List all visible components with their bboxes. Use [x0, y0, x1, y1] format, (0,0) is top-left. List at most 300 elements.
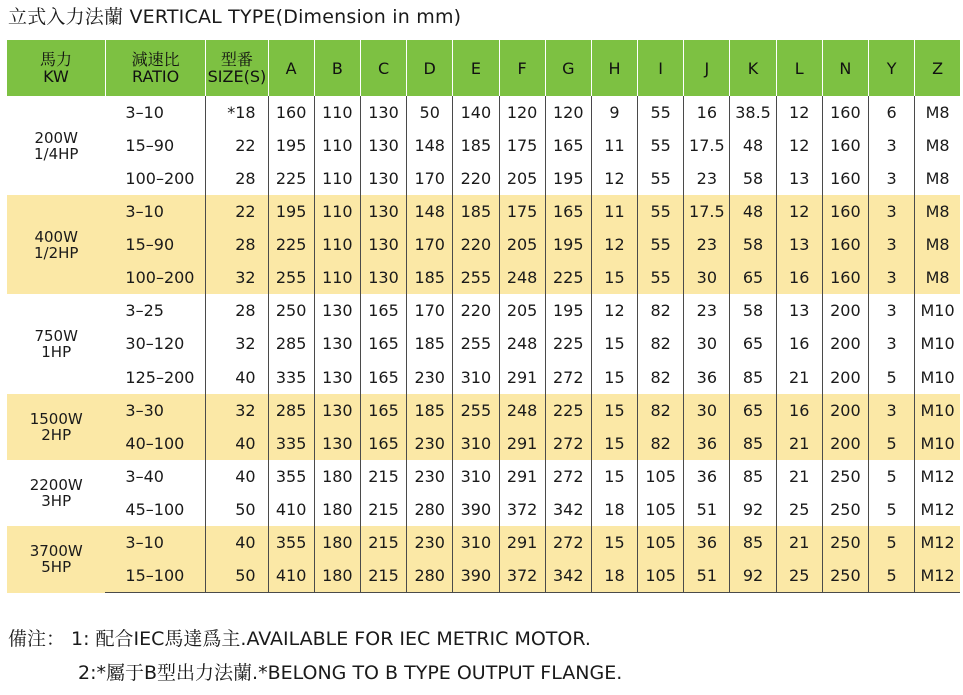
dim-cell-e: 140 — [453, 96, 499, 129]
power-cell — [7, 460, 105, 526]
dim-cell-n: 250 — [822, 559, 868, 593]
dim-cell-z: M12 — [915, 559, 960, 593]
dim-cell-a: 355 — [268, 526, 314, 559]
power-label: 3700W — [29, 542, 83, 561]
ratio-cell: 40–100 — [105, 427, 205, 460]
dim-cell-h: 15 — [591, 526, 637, 559]
dim-cell-n: 200 — [822, 427, 868, 460]
dim-cell-z: M12 — [915, 493, 960, 526]
ratio-cell: 3–10 — [125, 103, 164, 123]
note-2 — [8, 656, 622, 690]
header-col-k — [730, 40, 776, 96]
dim-cell-i: 55 — [638, 162, 684, 195]
dim-cell-a: 335 — [268, 361, 314, 394]
ratio-cell: 15–90 — [105, 228, 205, 261]
dim-cell-f: 248 — [499, 394, 545, 427]
dim-cell-i: 82 — [638, 361, 684, 394]
dim-cell-z: M10 — [915, 361, 960, 394]
dim-cell-y: 5 — [869, 493, 915, 526]
dim-cell-c: 130 — [360, 96, 406, 129]
dim-cell-l: 25 — [776, 493, 822, 526]
dim-cell-j: 51 — [684, 559, 730, 593]
header-label: G — [562, 58, 575, 78]
size-cell: 28 — [206, 294, 268, 327]
dim-cell-a: 285 — [268, 394, 314, 427]
table-row — [7, 294, 960, 327]
ratio-cell: 15–90 — [125, 136, 175, 156]
dim-cell-h: 18 — [591, 559, 637, 593]
dim-cell-e: 310 — [453, 460, 499, 493]
header-label: 馬力 — [39, 50, 72, 69]
header-label: Z — [932, 58, 944, 78]
dim-cell-f: 205 — [499, 228, 545, 261]
dim-cell-l: 16 — [776, 261, 822, 294]
table-row — [7, 427, 960, 460]
dim-cell-i: 105 — [638, 460, 684, 493]
dim-cell-b: 110 — [314, 261, 360, 294]
dim-cell-g: 342 — [545, 559, 591, 593]
dim-cell-k: 48 — [730, 195, 776, 228]
dim-cell-z: M12 — [915, 526, 960, 559]
table-row — [7, 559, 960, 593]
dim-cell-d: 230 — [407, 361, 453, 394]
dim-cell-f: 120 — [499, 96, 545, 129]
dim-cell-z: M8 — [915, 129, 960, 162]
dim-cell-d: 148 — [407, 129, 453, 162]
power-cell — [7, 96, 105, 195]
power-label: 1/4HP — [33, 144, 79, 163]
dim-cell-y: 3 — [869, 228, 915, 261]
dim-cell-a: 410 — [268, 493, 314, 526]
header-col-a — [268, 40, 314, 96]
dim-cell-n: 200 — [822, 327, 868, 360]
dim-cell-b: 130 — [314, 327, 360, 360]
header-col-h — [591, 40, 637, 96]
dim-cell-n: 200 — [822, 361, 868, 394]
dim-cell-i: 105 — [638, 526, 684, 559]
dim-cell-c: 165 — [360, 361, 406, 394]
dim-cell-j: 30 — [684, 394, 730, 427]
dim-cell-d: 170 — [407, 162, 453, 195]
dim-cell-l: 12 — [776, 195, 822, 228]
dim-cell-i: 82 — [638, 427, 684, 460]
dim-cell-e: 310 — [453, 526, 499, 559]
dim-cell-e: 185 — [453, 195, 499, 228]
header-label: D — [423, 58, 436, 78]
dim-cell-y: 5 — [869, 427, 915, 460]
header-col-n — [822, 40, 868, 96]
dim-cell-h: 15 — [591, 394, 637, 427]
dim-cell-d: 230 — [407, 460, 453, 493]
ratio-cell: 3–10 — [105, 526, 205, 559]
dim-cell-k: 85 — [730, 427, 776, 460]
dim-cell-g: 342 — [545, 493, 591, 526]
dim-cell-h: 12 — [591, 162, 637, 195]
dim-cell-g: 165 — [545, 195, 591, 228]
header-label: K — [747, 58, 759, 78]
power-cell — [7, 195, 105, 294]
dim-cell-y: 6 — [869, 96, 915, 129]
header-col-z — [915, 40, 960, 96]
dim-cell-e: 220 — [453, 228, 499, 261]
dim-cell-e: 310 — [453, 427, 499, 460]
notes — [8, 622, 622, 690]
dim-cell-g: 195 — [545, 162, 591, 195]
dim-cell-c: 130 — [360, 228, 406, 261]
dim-cell-h: 11 — [591, 129, 637, 162]
dim-cell-g: 120 — [545, 96, 591, 129]
size-cell: 22 — [206, 195, 268, 228]
dim-cell-k: 58 — [730, 294, 776, 327]
table-row — [7, 493, 960, 526]
dim-cell-e: 185 — [453, 129, 499, 162]
header-power — [7, 40, 105, 96]
dim-cell-i: 82 — [638, 294, 684, 327]
table-row — [7, 228, 960, 261]
header-label: A — [285, 58, 297, 78]
dim-cell-i: 105 — [638, 559, 684, 593]
table-row — [7, 526, 960, 559]
dim-cell-y: 5 — [869, 526, 915, 559]
dim-cell-z: M10 — [915, 327, 960, 360]
dim-cell-c: 130 — [360, 195, 406, 228]
header-col-d — [407, 40, 453, 96]
dim-cell-l: 12 — [776, 96, 822, 129]
dim-cell-f: 205 — [499, 294, 545, 327]
dim-cell-n: 160 — [822, 261, 868, 294]
dim-cell-z: M8 — [915, 261, 960, 294]
dim-cell-y: 3 — [869, 129, 915, 162]
table-row — [7, 162, 960, 195]
dim-cell-y: 3 — [869, 195, 915, 228]
dim-cell-j: 23 — [684, 294, 730, 327]
dim-cell-a: 160 — [268, 96, 314, 129]
size-cell: 32 — [206, 394, 268, 427]
size-cell: 50 — [206, 493, 268, 526]
dim-cell-k: 58 — [730, 162, 776, 195]
header-label: 減速比 — [131, 50, 180, 69]
dim-cell-c: 165 — [360, 394, 406, 427]
table-row — [7, 96, 960, 129]
power-label: 200W — [34, 128, 78, 147]
size-cell: 40 — [206, 526, 268, 559]
power-label: 5HP — [41, 558, 72, 577]
header-label: I — [658, 58, 664, 78]
ratio-cell: 3–10 — [105, 195, 205, 228]
size-cell: 40 — [206, 460, 268, 493]
power-cell — [7, 526, 105, 593]
dim-cell-a: 355 — [268, 460, 314, 493]
dim-cell-g: 165 — [545, 129, 591, 162]
dim-cell-i: 55 — [638, 129, 684, 162]
size-cell: 50 — [206, 559, 268, 593]
dim-cell-f: 372 — [499, 493, 545, 526]
table-row — [7, 261, 960, 294]
dim-cell-n: 160 — [822, 195, 868, 228]
dim-cell-n: 160 — [822, 162, 868, 195]
header-label: RATIO — [131, 67, 180, 86]
dim-cell-f: 205 — [499, 162, 545, 195]
dim-cell-j: 36 — [684, 361, 730, 394]
dim-cell-k: 65 — [730, 327, 776, 360]
power-label: 1/2HP — [33, 243, 79, 262]
dim-cell-l: 13 — [776, 162, 822, 195]
dim-cell-y: 3 — [869, 261, 915, 294]
dim-cell-d: 185 — [407, 327, 453, 360]
dim-cell-d: 185 — [407, 261, 453, 294]
dim-cell-k: 85 — [730, 361, 776, 394]
dim-cell-k: 48 — [730, 129, 776, 162]
dim-cell-j: 36 — [684, 427, 730, 460]
dim-cell-e: 255 — [453, 261, 499, 294]
dim-cell-n: 160 — [822, 228, 868, 261]
dim-cell-i: 55 — [638, 261, 684, 294]
header-label: KW — [43, 67, 69, 86]
dim-cell-f: 291 — [499, 460, 545, 493]
dim-cell-j: 36 — [684, 460, 730, 493]
dim-cell-n: 250 — [822, 493, 868, 526]
dim-cell-f: 175 — [499, 195, 545, 228]
header-col-l — [776, 40, 822, 96]
dim-cell-b: 110 — [314, 96, 360, 129]
dim-cell-d: 170 — [407, 228, 453, 261]
dim-cell-c: 130 — [360, 129, 406, 162]
dim-cell-f: 248 — [499, 327, 545, 360]
table-row — [7, 394, 960, 427]
dim-cell-b: 110 — [314, 162, 360, 195]
dim-cell-l: 13 — [776, 228, 822, 261]
dim-cell-i: 55 — [638, 96, 684, 129]
dim-cell-d: 280 — [407, 493, 453, 526]
dim-cell-i: 82 — [638, 327, 684, 360]
ratio-cell: 100–200 — [125, 169, 195, 189]
dim-cell-y: 3 — [869, 394, 915, 427]
ratio-cell: 3–30 — [105, 394, 205, 427]
note-text-2: 2:*屬于B型出力法蘭.*BELONG TO B TYPE OUTPUT FLANGE. — [78, 662, 623, 684]
dim-cell-g: 272 — [545, 526, 591, 559]
dim-cell-h: 15 — [591, 327, 637, 360]
header-label: B — [331, 58, 343, 78]
dim-cell-z: M10 — [915, 294, 960, 327]
ratio-cell: 100–200 — [105, 261, 205, 294]
dim-cell-y: 3 — [869, 327, 915, 360]
dim-cell-l: 16 — [776, 394, 822, 427]
dim-cell-i: 55 — [638, 195, 684, 228]
dim-cell-c: 215 — [360, 460, 406, 493]
dim-cell-c: 165 — [360, 427, 406, 460]
dim-cell-k: 65 — [730, 261, 776, 294]
header-label: N — [839, 58, 852, 78]
dim-cell-a: 225 — [268, 162, 314, 195]
dim-cell-g: 195 — [545, 228, 591, 261]
header-col-j — [684, 40, 730, 96]
size-cell: 28 — [206, 162, 268, 195]
dim-cell-c: 165 — [360, 294, 406, 327]
dim-cell-e: 310 — [453, 361, 499, 394]
dim-cell-h: 15 — [591, 460, 637, 493]
size-cell: 32 — [206, 327, 268, 360]
dim-cell-b: 110 — [314, 228, 360, 261]
dim-cell-b: 130 — [314, 394, 360, 427]
dim-cell-d: 170 — [407, 294, 453, 327]
header-col-e — [453, 40, 499, 96]
dim-cell-g: 195 — [545, 294, 591, 327]
dim-cell-j: 30 — [684, 261, 730, 294]
ratio-cell: 3–40 — [125, 466, 164, 486]
dim-cell-l: 16 — [776, 327, 822, 360]
table-row — [7, 195, 960, 228]
dim-cell-l: 21 — [776, 460, 822, 493]
dim-cell-k: 38.5 — [730, 96, 776, 129]
dim-cell-e: 220 — [453, 294, 499, 327]
power-label: 2200W — [29, 475, 83, 494]
dim-cell-j: 51 — [684, 493, 730, 526]
dim-cell-f: 291 — [499, 361, 545, 394]
dim-cell-k: 85 — [730, 526, 776, 559]
dim-cell-d: 185 — [407, 394, 453, 427]
header-label: F — [517, 58, 527, 78]
ratio-cell: 30–120 — [125, 334, 185, 354]
ratio-cell: 15–100 — [105, 559, 205, 593]
dim-cell-b: 180 — [314, 493, 360, 526]
size-cell: 40 — [206, 427, 268, 460]
dim-cell-b: 180 — [314, 559, 360, 593]
dim-cell-j: 36 — [684, 526, 730, 559]
dim-cell-d: 280 — [407, 559, 453, 593]
header-label: C — [377, 58, 390, 78]
dim-cell-b: 130 — [314, 427, 360, 460]
table-row — [7, 361, 960, 394]
page-title: 立式入力法蘭 VERTICAL TYPE(Dimension in mm) — [8, 6, 462, 28]
dim-cell-b: 130 — [314, 361, 360, 394]
header-label: J — [704, 58, 710, 78]
dim-cell-c: 215 — [360, 526, 406, 559]
dim-cell-d: 230 — [407, 427, 453, 460]
note-text-1: 1: 配合IEC馬達爲主.AVAILABLE FOR IEC METRIC MOTOR. — [71, 628, 591, 650]
header-label: E — [470, 58, 481, 78]
table-row — [7, 327, 960, 360]
dim-cell-h: 11 — [591, 195, 637, 228]
power-label: 3HP — [41, 491, 72, 510]
size-cell: 40 — [206, 361, 268, 394]
dim-cell-g: 225 — [545, 327, 591, 360]
dim-cell-z: M10 — [915, 427, 960, 460]
dim-cell-j: 17.5 — [684, 195, 730, 228]
dim-cell-g: 225 — [545, 261, 591, 294]
header-row — [7, 40, 960, 96]
dim-cell-y: 5 — [869, 460, 915, 493]
dim-cell-a: 225 — [268, 228, 314, 261]
dim-cell-z: M8 — [915, 96, 960, 129]
dim-cell-e: 220 — [453, 162, 499, 195]
power-label: 400W — [34, 227, 78, 246]
dim-cell-j: 23 — [684, 228, 730, 261]
header-label: Y — [886, 58, 897, 78]
header-col-y — [869, 40, 915, 96]
dim-cell-b: 180 — [314, 460, 360, 493]
table-body — [7, 96, 960, 593]
dim-cell-z: M12 — [915, 460, 960, 493]
power-label: 1500W — [29, 409, 83, 428]
dim-cell-c: 215 — [360, 493, 406, 526]
dim-cell-c: 130 — [360, 162, 406, 195]
header-label: H — [608, 58, 621, 78]
dim-cell-j: 23 — [684, 162, 730, 195]
dim-cell-d: 230 — [407, 526, 453, 559]
dim-cell-a: 410 — [268, 559, 314, 593]
size-cell: *18 — [206, 96, 268, 129]
dim-cell-k: 58 — [730, 228, 776, 261]
dim-cell-e: 390 — [453, 493, 499, 526]
dim-cell-l: 13 — [776, 294, 822, 327]
dim-cell-n: 250 — [822, 460, 868, 493]
header-label: L — [794, 58, 804, 78]
dim-cell-b: 180 — [314, 526, 360, 559]
dim-cell-i: 105 — [638, 493, 684, 526]
dim-cell-z: M10 — [915, 394, 960, 427]
dim-cell-b: 110 — [314, 195, 360, 228]
dim-cell-z: M8 — [915, 228, 960, 261]
dim-cell-z: M8 — [915, 162, 960, 195]
dim-cell-f: 291 — [499, 526, 545, 559]
dim-cell-h: 15 — [591, 261, 637, 294]
header-col-f — [499, 40, 545, 96]
dim-cell-j: 17.5 — [684, 129, 730, 162]
dim-cell-a: 335 — [268, 427, 314, 460]
header-label: 型番 — [220, 50, 253, 69]
dim-cell-h: 15 — [591, 427, 637, 460]
dim-cell-h: 12 — [591, 228, 637, 261]
dim-cell-f: 372 — [499, 559, 545, 593]
dim-cell-l: 21 — [776, 526, 822, 559]
table-row — [7, 129, 960, 162]
dim-cell-a: 255 — [268, 261, 314, 294]
dim-cell-a: 195 — [268, 195, 314, 228]
dim-cell-k: 85 — [730, 460, 776, 493]
size-cell: 32 — [206, 261, 268, 294]
dim-cell-y: 3 — [869, 294, 915, 327]
dim-cell-a: 250 — [268, 294, 314, 327]
dim-cell-k: 92 — [730, 559, 776, 593]
dim-cell-b: 110 — [314, 129, 360, 162]
dim-cell-i: 55 — [638, 228, 684, 261]
header-col-b — [314, 40, 360, 96]
dim-cell-k: 65 — [730, 394, 776, 427]
dim-cell-g: 225 — [545, 394, 591, 427]
dim-cell-d: 50 — [407, 96, 453, 129]
dim-cell-l: 12 — [776, 129, 822, 162]
dim-cell-j: 16 — [684, 96, 730, 129]
power-cell — [7, 294, 105, 393]
dim-cell-a: 195 — [268, 129, 314, 162]
dim-cell-y: 5 — [869, 361, 915, 394]
dim-cell-n: 200 — [822, 394, 868, 427]
dim-cell-y: 5 — [869, 559, 915, 593]
dim-cell-l: 21 — [776, 361, 822, 394]
dim-cell-c: 130 — [360, 261, 406, 294]
dim-cell-y: 3 — [869, 162, 915, 195]
ratio-cell: 45–100 — [125, 499, 185, 519]
size-cell: 28 — [206, 228, 268, 261]
power-label: 750W — [34, 326, 78, 345]
dim-cell-a: 285 — [268, 327, 314, 360]
dim-cell-c: 215 — [360, 559, 406, 593]
dim-cell-g: 272 — [545, 427, 591, 460]
dim-cell-h: 12 — [591, 294, 637, 327]
header-col-i — [638, 40, 684, 96]
notes-label: 備注： — [8, 628, 66, 650]
dim-cell-g: 272 — [545, 361, 591, 394]
